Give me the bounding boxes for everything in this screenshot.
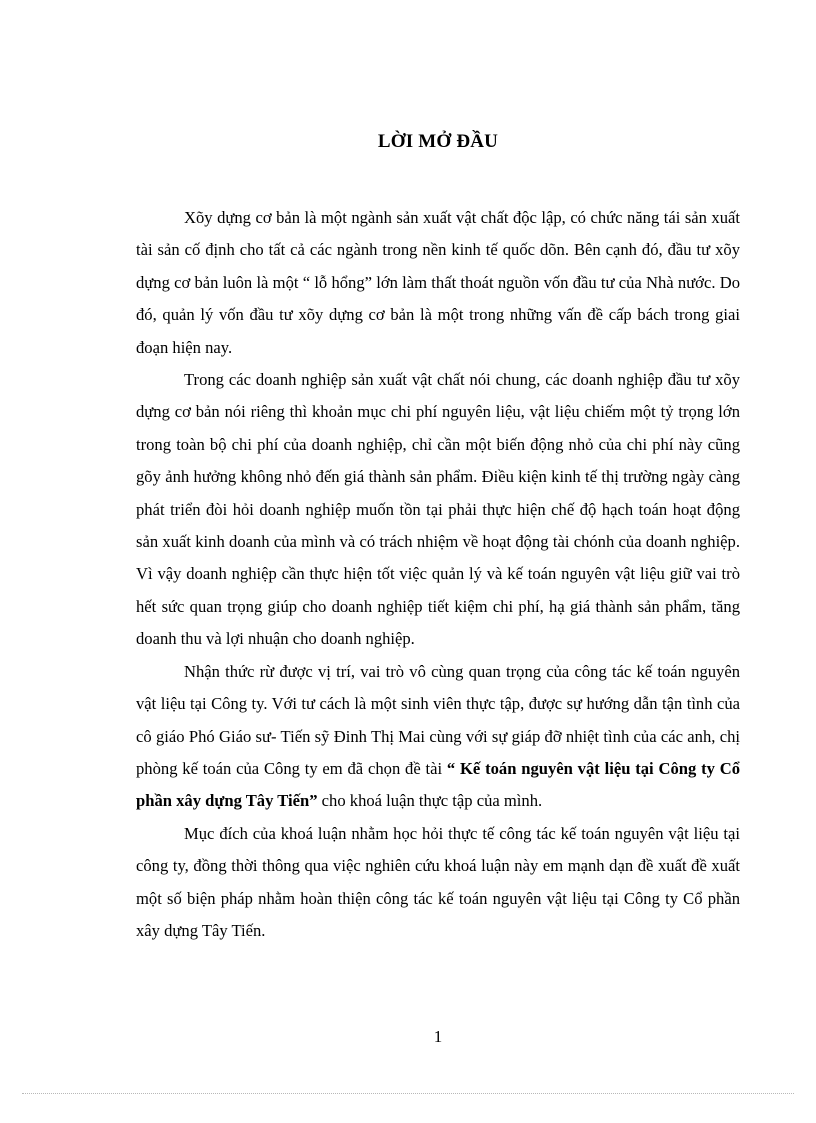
paragraph-material-costs: Trong các doanh nghiệp sản xuất vật chất nói chung, các doanh nghiệp đầu tư xõy dựng cơ bản nói riêng thì khoản mục chi phí nguyên liệu, vật liệu chiếm một tỷ trọng lớn trong toàn bộ chi phí của doanh nghiệp, chỉ cần một biến động nhỏ của chi phí này cũng gõy ảnh hưởng không nhỏ đến giá thành sản phẩm. Điều kiện kinh tế thị trường ngày càng phát triển đòi hỏi doanh nghiệp muốn tồn tại phải thực hiện chế độ hạch toán hoạt động sản xuất kinh doanh của mình và có trách nhiệm về hoạt động tài chónh của doanh nghiệp. Vì vậy doanh nghiệp cần thực hiện tốt việc quản lý và kế toán nguyên vật liệu giữ vai trò hết sức quan trọng giúp cho doanh nghiệp tiết kiệm chi phí, hạ giá thành sản phẩm, tăng doanh thu và lợi nhuận cho doanh nghiệp. — [136, 370, 740, 649]
page-number: 1 — [433, 1027, 443, 1046]
document-body — [136, 202, 740, 947]
page-title: LỜI MỞ ĐẦU — [377, 131, 499, 152]
paragraph-intro: Xõy dựng cơ bản là một ngành sản xuất vật chất độc lập, có chức năng tái sản xuất tài sản cố định cho tất cả các ngành trong nền kinh tế quốc dõn. Bên cạnh đó, đầu tư xõy dựng cơ bản luôn là một “ lỗ hổng” lớn làm thất thoát nguồn vốn đầu tư của Nhà nước. Do đó, quản lý vốn đầu tư xõy dựng cơ bản là một trong những vấn đề cấp bách trong giai đoạn hiện nay. — [136, 208, 740, 357]
paragraph-topic-tail: cho khoá luận thực tập của mình. — [317, 791, 543, 811]
thesis-topic-title: “ Kế toán nguyên vật liệu tại Công ty Cổ phần xây dựng Tây Tiến” — [136, 758, 740, 811]
page-bottom-divider — [22, 1093, 794, 1094]
paragraph-topic — [136, 656, 740, 818]
paragraph-topic-lead: Nhận thức rừ được vị trí, vai trò vô cùng quan trọng của công tác kế toán nguyên vật liệu tại Công ty. Với tư cách là một sinh viên thực tập, được sự hướng dẫn tận tình của cô giáo Phó Giáo sư- Tiến sỹ Đinh Thị Mai cùng với sự giáp đỡ nhiệt tình của các anh, chị phòng kế toán của Công ty em đã chọn đề tài — [136, 661, 740, 778]
paragraph-purpose: Mục đích của khoá luận nhằm học hỏi thực tế công tác kế toán nguyên vật liệu tại công ty, đồng thời thông qua việc nghiên cứu khoá luận này em mạnh dạn đề xuất đề xuất một số biện pháp nhằm hoàn thiện công tác kế toán nguyên vật liệu tại Công ty Cổ phần xây dựng Tây Tiến. — [136, 823, 740, 940]
